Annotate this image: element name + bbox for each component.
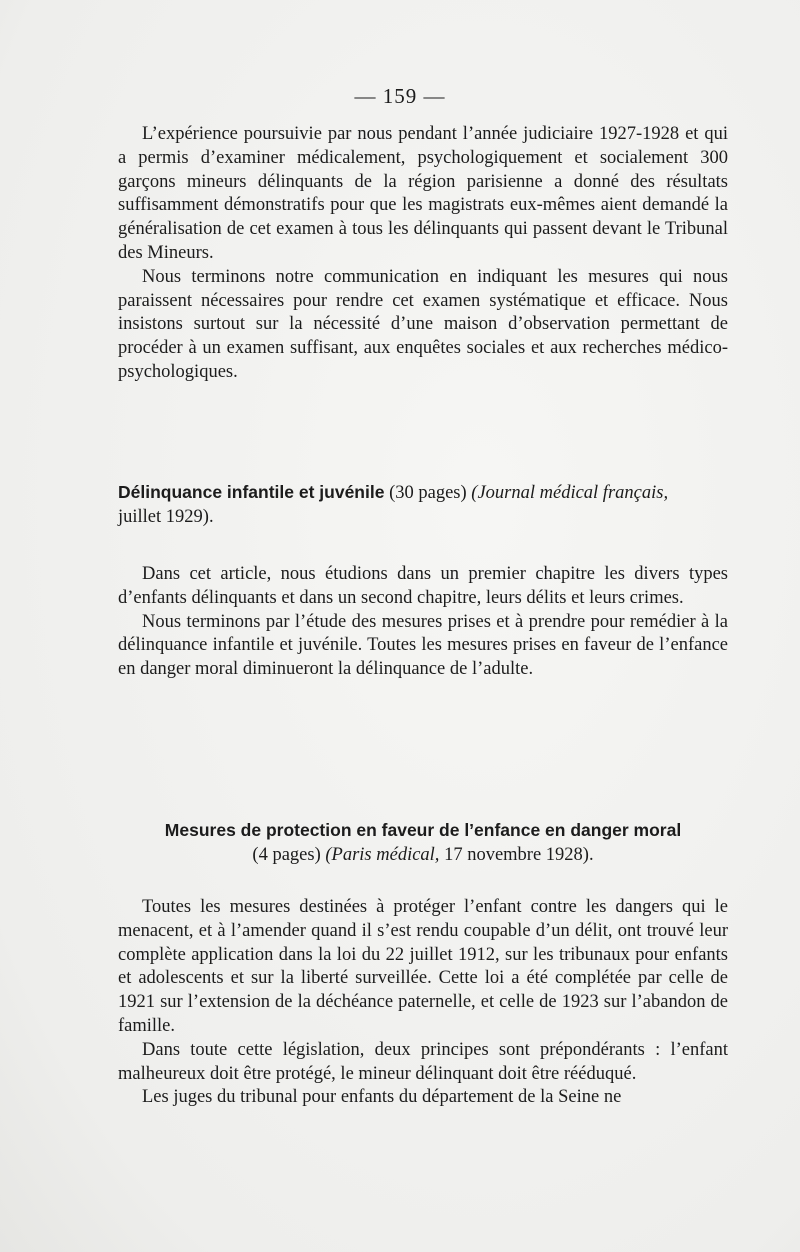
article-date: juillet 1929). [118, 507, 214, 527]
paragraph: Les juges du tribunal pour enfants du département de la Seine ne [142, 1087, 622, 1108]
article-journal: (Journal médical français, [471, 483, 669, 503]
paragraph: L’expérience poursuivie par nous pendant l’année judiciaire 1927-1928 et qui a permis d’examiner médicalement, psychologiquement et socialement 300 garçons mineurs délinquants de la région parisienne a donné des résultats suffisamment démonstratifs pour que les magistrats eux-mêmes aient demandé la généralisation de cet examen à tous les délinquants qui passent devant le Tribunal des Mineurs. [118, 124, 728, 263]
paragraph: Nous terminons notre communication en indiquant les mesures qui nous paraissent nécessaires pour rendre cet examen systématique et efficace. Nous insistons surtout sur la nécessité d’une maison d’observation permettant de procéder à un examen suffisant, aux enquêtes sociales et aux recherches médico-psychologiques. [118, 266, 728, 382]
article-title: Mesures de protection en faveur de l’enfance en danger moral [164, 820, 682, 840]
delinquance-section [118, 563, 728, 682]
intro-section [118, 123, 728, 385]
article-date: 17 novembre 1928). [439, 845, 594, 865]
page-number: — 159 — [354, 84, 446, 108]
article-heading-protection [118, 818, 728, 867]
paragraph: Dans cet article, nous étudions dans un premier chapitre les divers types d’enfants délinquants et dans un second chapitre, leurs délits et leurs crimes. [118, 564, 728, 608]
article-pages: (30 pages) [389, 483, 467, 503]
paragraph: Dans toute cette législation, deux principes sont prépondérants : l’enfant malheureux doit être protégé, le mineur délinquant doit être rééduqué. [118, 1039, 728, 1084]
article-heading-delinquance [118, 480, 728, 529]
article-title: Délinquance infantile et juvénile [118, 482, 385, 502]
paragraph: Nous terminons par l’étude des mesures prises et à prendre pour remédier à la délinquance infantile et juvénile. Toutes les mesures prises en faveur de l’enfance en danger moral diminueront la délinquance de l’adulte. [118, 611, 728, 680]
article-journal: (Paris médical, [325, 845, 440, 865]
protection-section [118, 896, 728, 1110]
article-pages: (4 pages) [252, 845, 321, 865]
paragraph: Toutes les mesures destinées à protéger l’enfant contre les dangers qui le menacent, et à l’amender quand il s’est rendu coupable d’un délit, ont trouvé leur complète application dans la loi du 22 juillet 1912, sur les tribunaux pour enfants et adolescents et sur la liberté surveillée. Cette loi a été complétée par celle de 1921 sur l’extension de la déchéance paternelle, et celle de 1923 sur l’abandon de famille. [118, 897, 728, 1036]
